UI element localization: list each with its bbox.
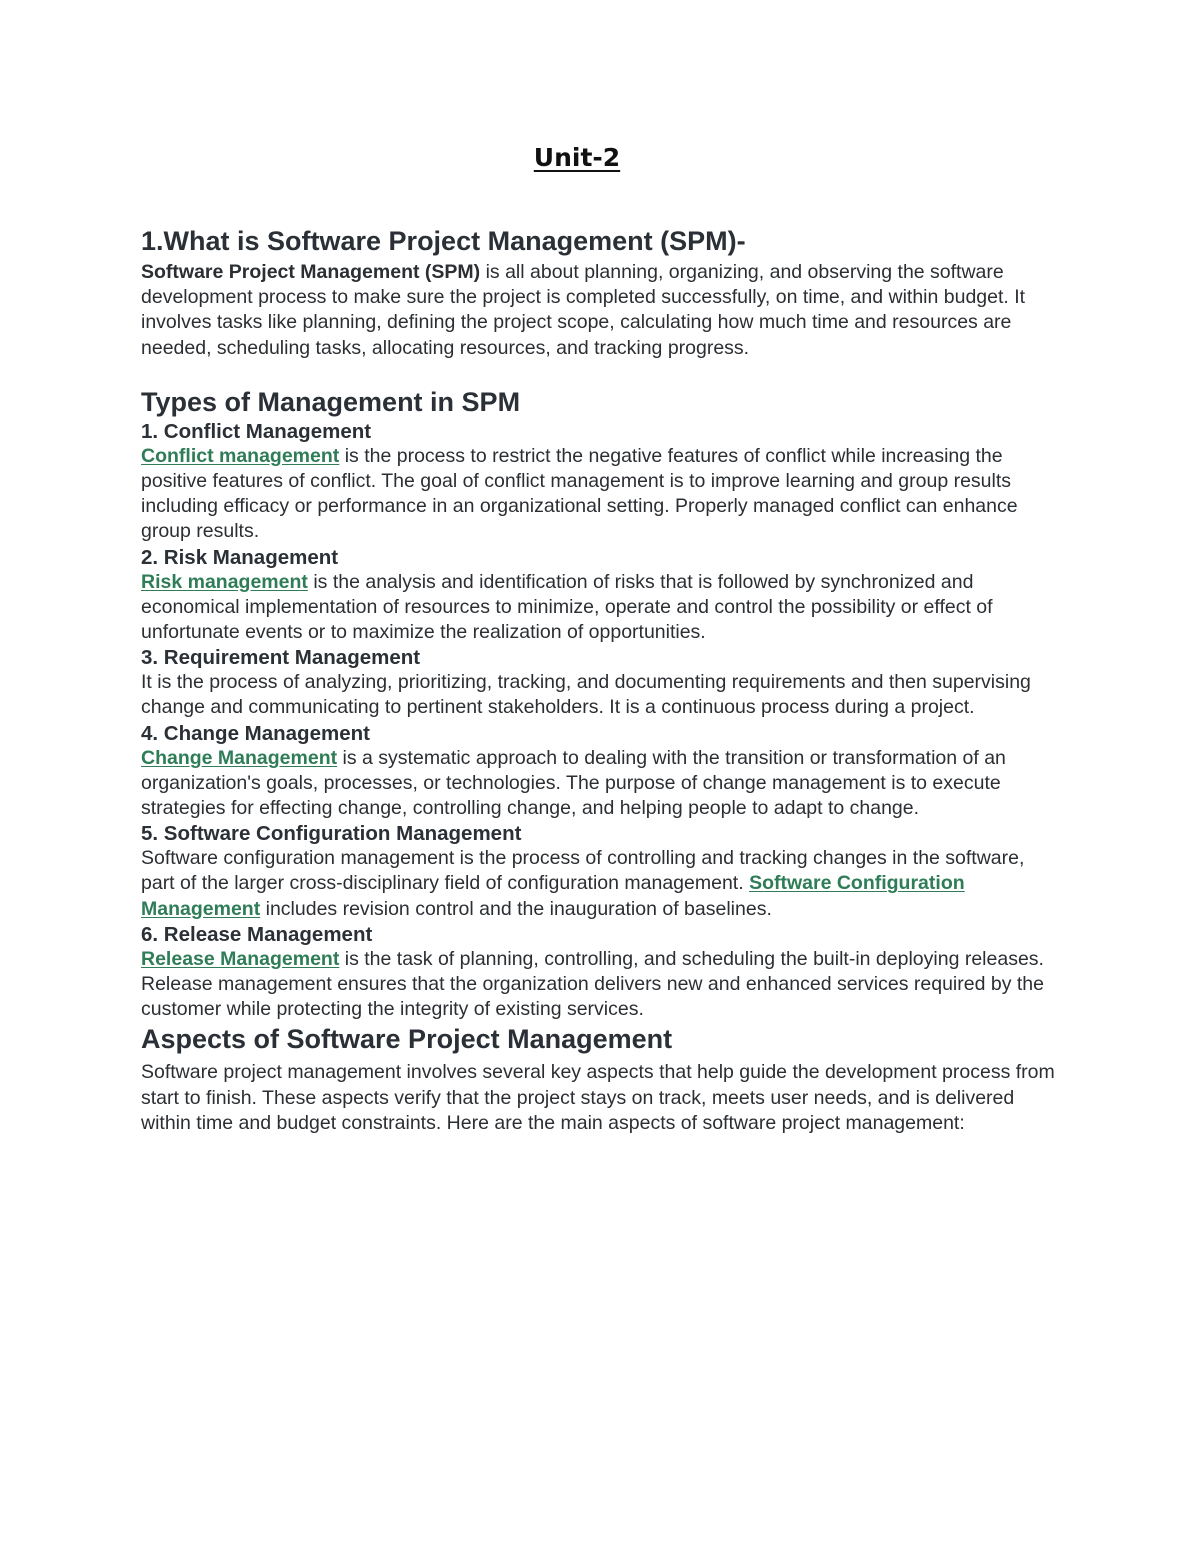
type-heading-configuration: 5. Software Configuration Management <box>141 822 522 846</box>
type-heading-risk: 2. Risk Management <box>141 545 339 569</box>
type-paragraph-configuration <box>141 846 1056 922</box>
type-heading-change: 4. Change Management <box>141 721 370 745</box>
type-paragraph-change <box>141 746 1056 822</box>
aspects-paragraph: Software project management involves several key aspects that help guide the development process from start to finish. These aspects verify that the project stays on track, meets user needs, and is delivered within time and budget constraints. Here are the main aspects of software project management: <box>141 1061 1055 1134</box>
type-text-configuration-after: includes revision control and the inauguration of baselines. <box>260 897 772 920</box>
change-management-link[interactable]: Change Management <box>141 746 338 769</box>
document-body <box>141 224 1056 1136</box>
type-paragraph-conflict <box>141 444 1056 545</box>
type-paragraph-requirement: It is the process of analyzing, prioritizing, tracking, and documenting requirements and then supervising change and communicating to pertinent stakeholders. It is a continuous process during a project. <box>141 671 1031 719</box>
spm-definition-paragraph <box>141 260 1056 361</box>
type-heading-conflict: 1. Conflict Management <box>141 419 372 443</box>
conflict-management-link[interactable]: Conflict management <box>141 444 340 467</box>
spm-definition-text: is all about planning, organizing, and observing the software development process to make sure the project is completed successfully, on time, and within budget. It involves tasks like planning, defining the project scope, calculating how much time and resources are needed, scheduling tasks, allocating resources, and tracking progress. <box>141 261 1026 359</box>
type-heading-requirement: 3. Requirement Management <box>141 646 421 670</box>
type-text-release: is the task of planning, controlling, and scheduling the built-in deploying releases. Release management ensures that the organization delivers new and enhanced services required by the customer while protecting the integrity of existing services. <box>141 947 1044 1021</box>
risk-management-link[interactable]: Risk management <box>141 570 308 593</box>
section-heading-aspects: Aspects of Software Project Management <box>141 1024 673 1055</box>
section-heading-types: Types of Management in SPM <box>141 386 521 417</box>
type-heading-release: 6. Release Management <box>141 922 373 946</box>
type-paragraph-release <box>141 947 1056 1023</box>
type-text-risk: is the analysis and identification of risks that is followed by synchronized and economical implementation of resources to minimize, operate and control the possibility or effect of unfortunate events or to maximize the realization of opportunities. <box>141 570 993 644</box>
spm-lead-term: Software Project Management (SPM) <box>141 261 481 283</box>
type-text-configuration-before: Software configuration management is the process of controlling and tracking changes in the software, part of the larger cross-disciplinary field of configuration management. <box>141 847 1025 895</box>
type-text-conflict: is the process to restrict the negative features of conflict while increasing the positive features of conflict. The goal of conflict management is to improve learning and group results including efficacy or performance in an organizational setting. Properly managed conflict can enhance group results. <box>141 444 1018 543</box>
section-heading-what-is-spm: 1.What is Software Project Management (SPM)- <box>141 226 746 256</box>
unit-title: Unit-2 <box>533 143 621 172</box>
release-management-link[interactable]: Release Management <box>141 947 340 970</box>
type-paragraph-risk <box>141 570 1056 646</box>
type-text-change: is a systematic approach to dealing with the transition or transformation of an organization's goals, processes, or technologies. The purpose of change management is to execute strategies for effecting change, controlling change, and helping people to adapt to change. <box>141 746 1006 820</box>
software-configuration-management-link[interactable]: Software Configuration Management <box>141 872 965 920</box>
